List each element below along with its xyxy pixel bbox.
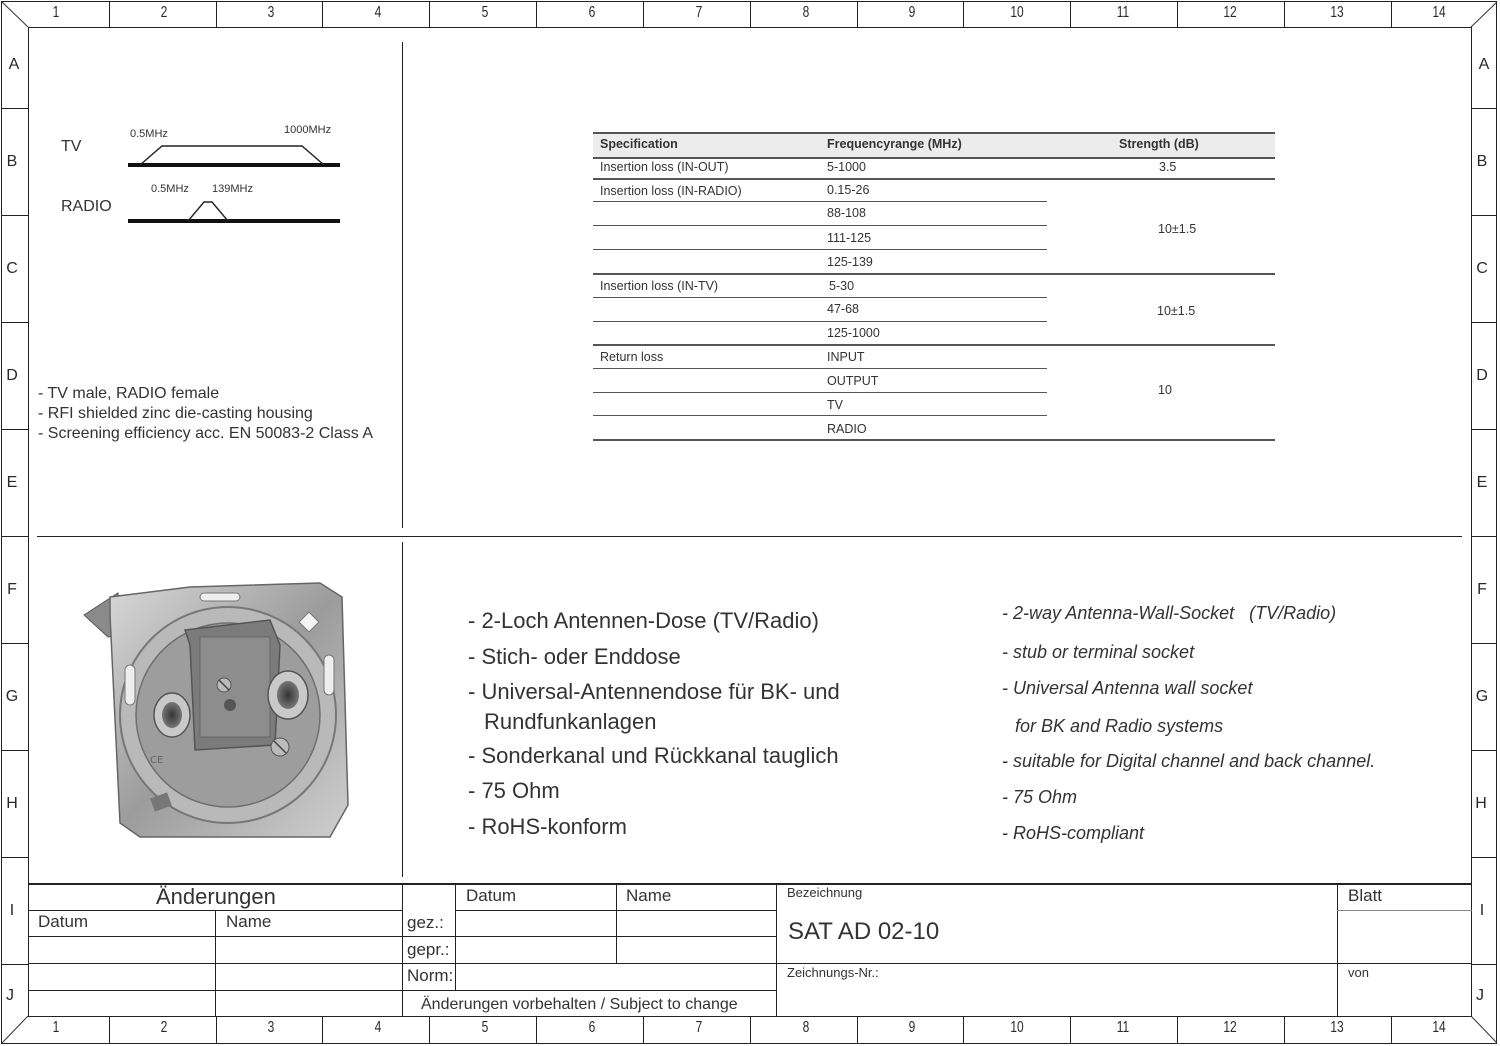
- table-cell-spec: Insertion loss (IN-OUT): [600, 160, 729, 174]
- row-letter: G: [5, 688, 19, 705]
- column-number: 14: [1432, 4, 1446, 21]
- column-number: 3: [267, 1019, 275, 1036]
- row-letter: B: [1476, 153, 1488, 170]
- subject-to-change-note: Änderungen vorbehalten / Subject to change: [421, 996, 738, 1013]
- column-number: 5: [481, 1019, 489, 1036]
- header-specification: Specification: [600, 137, 678, 151]
- column-number: 3: [267, 4, 275, 21]
- column-number: 14: [1432, 1019, 1446, 1036]
- radio-high-freq: 139MHz: [212, 183, 253, 195]
- gez-label: gez.:: [407, 913, 444, 932]
- features-short-list: [38, 384, 373, 444]
- column-number: 10: [1010, 1019, 1024, 1036]
- german-feature-line: Rundfunkanlagen: [484, 709, 657, 734]
- row-letter: C: [6, 260, 18, 277]
- tv-high-freq: 1000MHz: [284, 124, 332, 136]
- column-number: 4: [374, 4, 382, 21]
- upper-vertical-divider: [402, 42, 403, 528]
- row-letter: F: [1477, 581, 1487, 598]
- title-block: [28, 883, 1472, 1017]
- table-cell-freq: 125-1000: [827, 326, 880, 340]
- row-letter: B: [6, 153, 18, 170]
- row-letter: H: [6, 795, 18, 812]
- column-number: 12: [1223, 1019, 1237, 1036]
- changes-datum-header: Datum: [38, 912, 89, 931]
- row-letter: A: [1478, 56, 1490, 73]
- product-photo-socket: [80, 575, 355, 845]
- spectrum-diagram: [40, 110, 370, 240]
- table-cell-freq: 47-68: [827, 302, 859, 316]
- row-letter: D: [1476, 367, 1488, 384]
- row-letter: H: [1475, 795, 1487, 812]
- tv-label: TV: [61, 138, 82, 155]
- row-letter: E: [1476, 474, 1488, 491]
- table-cell-freq: TV: [827, 398, 843, 412]
- table-cell-spec: Return loss: [600, 350, 664, 364]
- column-number: 2: [160, 1019, 168, 1036]
- row-letter: J: [1476, 987, 1484, 1004]
- column-number: 11: [1116, 4, 1130, 21]
- sheet-of-label: von: [1348, 965, 1369, 980]
- table-cell-strength: 10: [1158, 383, 1172, 397]
- german-feature-line: - RoHS-konform: [468, 814, 627, 839]
- header-frequency: Frequencyrange (MHz): [827, 137, 962, 151]
- column-number: 4: [374, 1019, 382, 1036]
- table-cell-freq: INPUT: [827, 350, 865, 364]
- table-cell-freq: OUTPUT: [827, 374, 879, 388]
- column-number: 2: [160, 4, 168, 21]
- column-number: 13: [1330, 4, 1344, 21]
- column-number: 7: [695, 4, 703, 21]
- table-cell-freq: 125-139: [827, 255, 873, 269]
- radio-low-freq: 0.5MHz: [151, 183, 189, 195]
- column-number: 9: [908, 1019, 916, 1036]
- column-number: 7: [695, 1019, 703, 1036]
- tv-low-freq: 0.5MHz: [130, 128, 168, 140]
- english-feature-line: - stub or terminal socket: [1002, 642, 1195, 662]
- column-number: 1: [52, 4, 60, 21]
- column-number: 12: [1223, 4, 1237, 21]
- table-cell-freq: 5-1000: [827, 160, 866, 174]
- row-letter: C: [1476, 260, 1488, 277]
- table-cell-freq: 88-108: [827, 206, 866, 220]
- datum-header: Datum: [466, 886, 517, 905]
- column-number: 1: [52, 1019, 60, 1036]
- column-number: 9: [908, 4, 916, 21]
- row-letter: J: [6, 987, 14, 1004]
- table-cell-spec: Insertion loss (IN-TV): [600, 279, 719, 293]
- table-cell-strength: 10±1.5: [1158, 222, 1197, 236]
- sheet-label: Blatt: [1348, 886, 1383, 905]
- drawing-title: SAT AD 02-10: [788, 918, 940, 945]
- feature-line: - TV male, RADIO female: [38, 385, 220, 402]
- changes-name-header: Name: [226, 912, 272, 931]
- german-feature-line: - Universal-Antennendose für BK- und: [468, 679, 840, 704]
- english-feature-line: - RoHS-compliant: [1002, 823, 1145, 843]
- changes-title: Änderungen: [156, 884, 276, 909]
- norm-label: Norm:: [407, 966, 454, 985]
- row-letter: I: [9, 902, 15, 919]
- table-cell-freq: 0.15-26: [827, 183, 870, 197]
- bezeichnung-label: Bezeichnung: [787, 885, 863, 900]
- row-letter: E: [6, 474, 18, 491]
- table-cell-strength: 10±1.5: [1157, 304, 1196, 318]
- english-feature-line: - 2-way Antenna-Wall-Socket (TV/Radio): [1002, 603, 1337, 623]
- svg-text:CE: CE: [150, 755, 164, 766]
- german-feature-line: - 2-Loch Antennen-Dose (TV/Radio): [468, 608, 819, 633]
- english-feature-line: for BK and Radio systems: [1015, 716, 1224, 736]
- column-number: 6: [588, 4, 596, 21]
- row-letter: D: [6, 367, 18, 384]
- drawing-number-label: Zeichnungs-Nr.:: [787, 965, 879, 980]
- gepr-label: gepr.:: [407, 940, 450, 959]
- row-letter: A: [8, 56, 20, 73]
- column-number: 10: [1010, 4, 1024, 21]
- lower-vertical-divider: [402, 542, 403, 877]
- german-feature-line: - Sonderkanal und Rückkanal tauglich: [468, 743, 839, 768]
- table-cell-freq: 111-125: [827, 231, 872, 245]
- column-number: 5: [481, 4, 489, 21]
- table-cell-strength: 3.5: [1159, 160, 1177, 174]
- english-feature-line: - 75 Ohm: [1002, 787, 1078, 807]
- german-feature-line: - Stich- oder Enddose: [468, 644, 681, 669]
- german-feature-line: - 75 Ohm: [468, 778, 560, 803]
- column-number: 8: [802, 1019, 810, 1036]
- name-header: Name: [626, 886, 672, 905]
- section-horizontal-divider: [37, 536, 1462, 537]
- column-number: 8: [802, 4, 810, 21]
- radio-label: RADIO: [61, 198, 112, 215]
- table-cell-freq: 5-30: [829, 279, 855, 293]
- column-number: 6: [588, 1019, 596, 1036]
- english-feature-line: - suitable for Digital channel and back channel.: [1002, 751, 1376, 771]
- feature-line: - RFI shielded zinc die-casting housing: [38, 405, 313, 422]
- column-number: 13: [1330, 1019, 1344, 1036]
- spec-table: [593, 130, 1276, 442]
- row-letter: G: [1475, 688, 1489, 705]
- row-letter: I: [1479, 902, 1485, 919]
- header-strength: Strength (dB): [1119, 137, 1199, 151]
- english-feature-line: - Universal Antenna wall socket: [1002, 678, 1253, 698]
- feature-line: - Screening efficiency acc. EN 50083-2 Class A: [38, 425, 373, 442]
- column-number: 11: [1116, 1019, 1130, 1036]
- table-cell-freq: RADIO: [827, 422, 867, 436]
- table-cell-spec: Insertion loss (IN-RADIO): [600, 184, 742, 198]
- row-letter: F: [7, 581, 17, 598]
